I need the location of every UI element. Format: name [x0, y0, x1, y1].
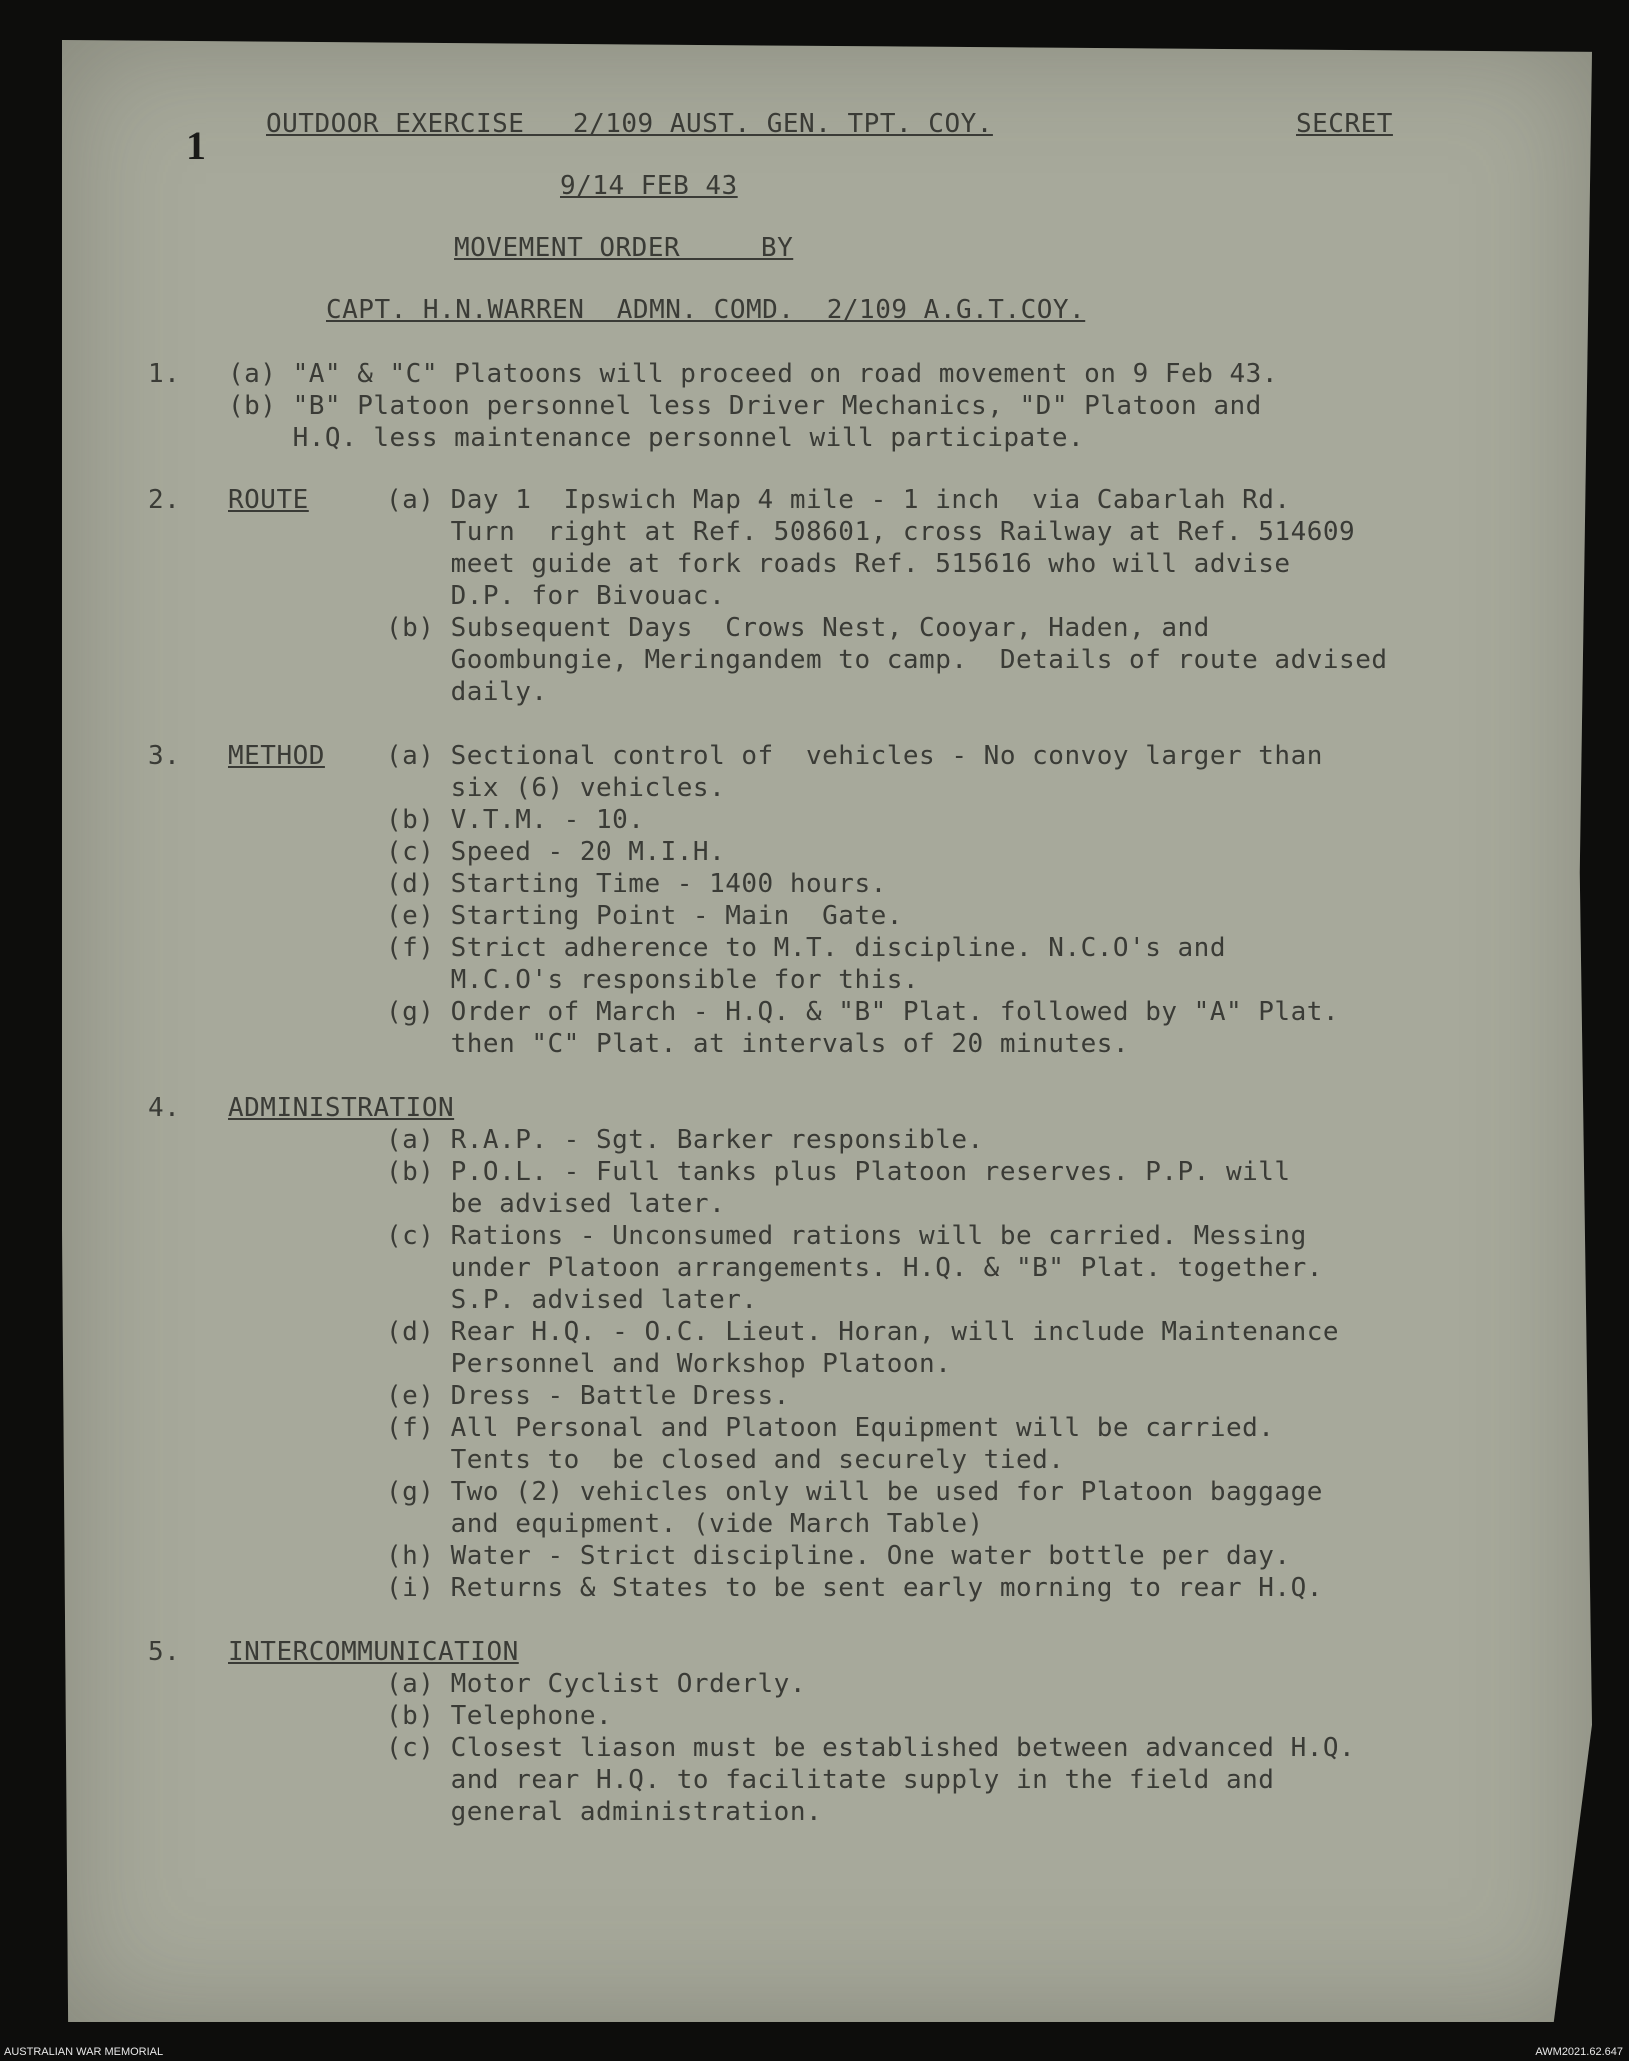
exercise-dates: 9/14 FEB 43 — [560, 171, 738, 201]
section-4-heading: ADMINISTRATION — [228, 1093, 455, 1123]
section-3-number: 3. — [148, 741, 181, 771]
section-3-line: (c) Speed - 20 M.I.H. — [386, 837, 726, 867]
section-3-line: (g) Order of March - H.Q. & "B" Plat. followed by "A" Plat. — [386, 997, 1340, 1027]
section-4-line: under Platoon arrangements. H.Q. & "B" Plat. together. — [386, 1253, 1323, 1283]
order-title: MOVEMENT ORDER BY — [454, 233, 794, 263]
section-1-line: (b) "B" Platoon personnel less Driver Mechanics, "D" Platoon and — [228, 391, 1262, 421]
section-2-line: D.P. for Bivouac. — [386, 581, 726, 611]
section-4-line: (e) Dress - Battle Dress. — [386, 1381, 790, 1411]
section-2-line: (b) Subsequent Days Crows Nest, Cooyar, Haden, and — [386, 613, 1210, 643]
section-4-line: (b) P.O.L. - Full tanks plus Platoon reserves. P.P. will — [386, 1157, 1291, 1187]
section-2-line: Turn right at Ref. 508601, cross Railway at Ref. 514609 — [386, 517, 1356, 547]
section-4-line: (c) Rations - Unconsumed rations will be carried. Messing — [386, 1221, 1307, 1251]
section-3-line: (f) Strict adherence to M.T. discipline. N.C.O's and — [386, 933, 1226, 963]
section-1-number: 1. — [148, 359, 181, 389]
issuer-line: CAPT. H.N.WARREN ADMN. COMD. 2/109 A.G.T.COY. — [326, 295, 1086, 325]
section-3-heading: METHOD — [228, 741, 325, 771]
section-5-line: and rear H.Q. to facilitate supply in the field and — [386, 1765, 1275, 1795]
section-2-line: (a) Day 1 Ipswich Map 4 mile - 1 inch via Cabarlah Rd. — [386, 485, 1291, 515]
section-3-line: M.C.O's responsible for this. — [386, 965, 920, 995]
section-4-line: (f) All Personal and Platoon Equipment will be carried. — [386, 1413, 1275, 1443]
section-5-line: (a) Motor Cyclist Orderly. — [386, 1669, 806, 1699]
section-4-number: 4. — [148, 1093, 181, 1123]
section-3-line: (b) V.T.M. - 10. — [386, 805, 645, 835]
section-3-line: (d) Starting Time - 1400 hours. — [386, 869, 887, 899]
section-4-line: (h) Water - Strict discipline. One water bottle per day. — [386, 1541, 1291, 1571]
section-4-line: (i) Returns & States to be sent early morning to rear H.Q. — [386, 1573, 1323, 1603]
section-5-line: (c) Closest liason must be established between advanced H.Q. — [386, 1733, 1356, 1763]
section-4-line: (a) R.A.P. - Sgt. Barker responsible. — [386, 1125, 984, 1155]
section-5-line: general administration. — [386, 1797, 823, 1827]
section-5-number: 5. — [148, 1637, 181, 1667]
handwritten-page-number: 1 — [186, 123, 206, 168]
classification-label: SECRET — [1296, 109, 1393, 139]
section-2-heading: ROUTE — [228, 485, 309, 515]
section-3-line: (a) Sectional control of vehicles - No convoy larger than — [386, 741, 1323, 771]
section-3-line: then "C" Plat. at intervals of 20 minutes. — [386, 1029, 1130, 1059]
section-3-line: six (6) vehicles. — [386, 773, 726, 803]
section-4-line: be advised later. — [386, 1189, 726, 1219]
archive-footer-bar — [0, 2040, 1629, 2061]
section-4-line: (g) Two (2) vehicles only will be used for Platoon baggage — [386, 1477, 1323, 1507]
header-title: OUTDOOR EXERCISE 2/109 AUST. GEN. TPT. COY. — [266, 109, 993, 139]
section-5-heading: INTERCOMMUNICATION — [228, 1637, 519, 1667]
section-1-line: H.Q. less maintenance personnel will participate. — [228, 423, 1085, 453]
section-4-line: S.P. advised later. — [386, 1285, 758, 1315]
section-1-line: (a) "A" & "C" Platoons will proceed on road movement on 9 Feb 43. — [228, 359, 1278, 389]
archive-name: AUSTRALIAN WAR MEMORIAL — [4, 2046, 164, 2058]
section-2-number: 2. — [148, 485, 181, 515]
section-3-line: (e) Starting Point - Main Gate. — [386, 901, 903, 931]
archive-reference: AWM2021.62.647 — [1535, 2046, 1623, 2058]
section-2-line: daily. — [386, 677, 548, 707]
section-2-line: Goombungie, Meringandem to camp. Details of route advised — [386, 645, 1388, 675]
section-4-line: Personnel and Workshop Platoon. — [386, 1349, 952, 1379]
section-4-line: (d) Rear H.Q. - O.C. Lieut. Horan, will include Maintenance — [386, 1317, 1340, 1347]
section-4-line: Tents to be closed and securely tied. — [386, 1445, 1065, 1475]
section-4-line: and equipment. (vide March Table) — [386, 1509, 984, 1539]
section-2-line: meet guide at fork roads Ref. 515616 who will advise — [386, 549, 1291, 579]
section-5-line: (b) Telephone. — [386, 1701, 613, 1731]
